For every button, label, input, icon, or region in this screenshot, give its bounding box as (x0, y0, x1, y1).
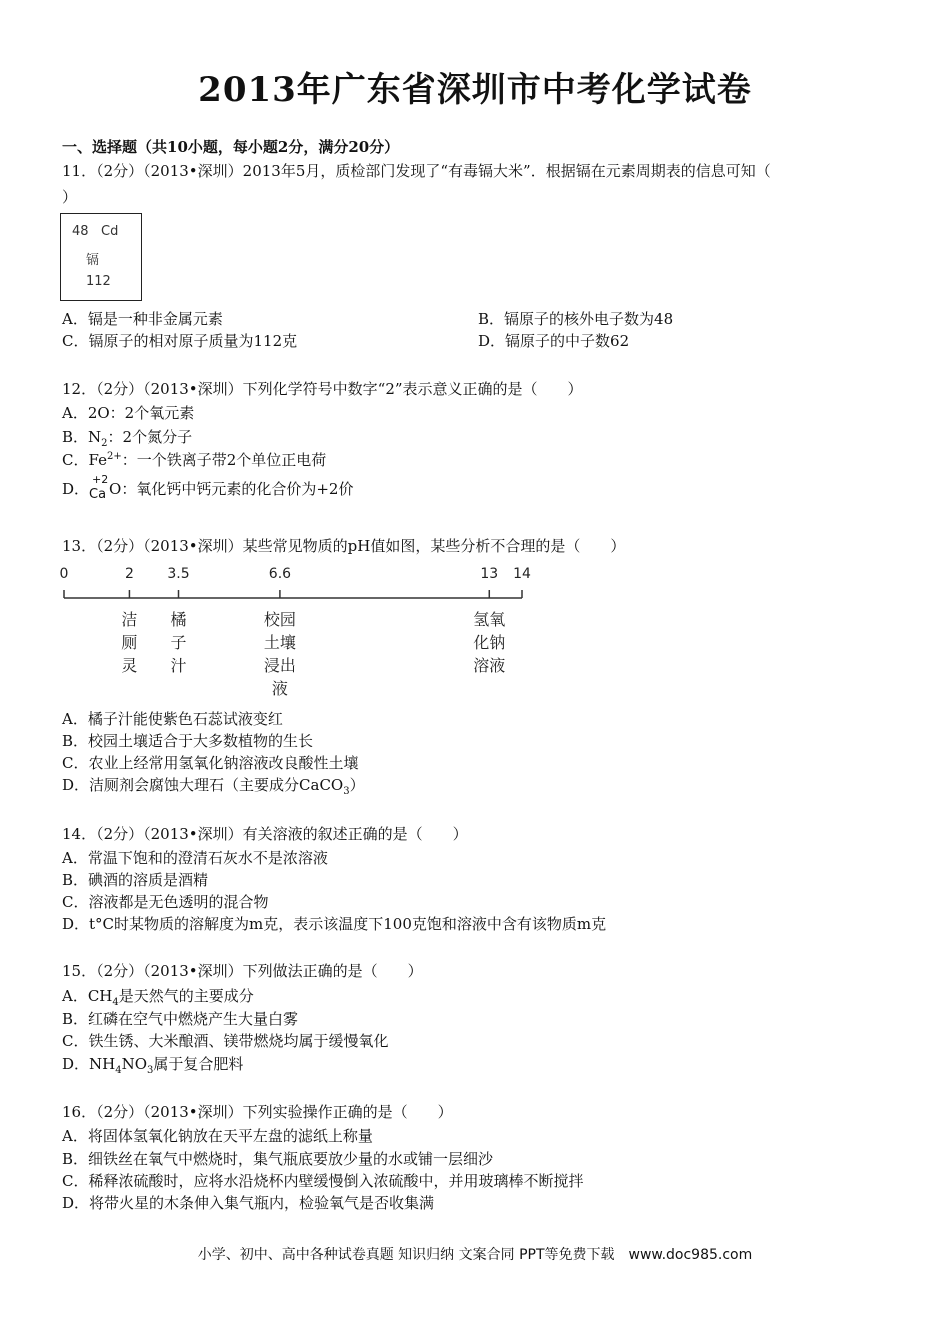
ph-tick-label: 6.6 (268, 566, 292, 582)
ph-tick-label: 13 (480, 566, 499, 582)
q14-option-d: D．t°C时某物质的溶解度为m克，表示该温度下100克饱和溶液中含有该物质m克 (62, 915, 607, 933)
element-symbol: Cd (101, 224, 119, 239)
ph-tick-label: 3.5 (167, 566, 190, 582)
q13-option-b: B．校园土壤适合于大多数植物的生长 (62, 732, 314, 750)
ph-tick-label: 2 (124, 566, 134, 582)
page-title: 2013年广东省深圳市中考化学试卷 (198, 70, 752, 110)
q15-option-d: D．$NH_4NO_3$属于复合肥料 (62, 1055, 244, 1076)
ph-substance-label: 橘 (170, 610, 187, 629)
ph-substance-label: 化钠 (473, 633, 506, 652)
q11-stem-cont: ） (62, 188, 78, 206)
q13-option-c: C．农业上经常用氢氧化钠溶液改良酸性土壤 (62, 754, 359, 772)
q16-option-a: A．将固体氢氧化钠放在天平左盘的滤纸上称量 (62, 1127, 373, 1145)
element-number: 48 (72, 224, 89, 239)
ph-substance-label: 子 (170, 633, 187, 652)
q13-option-d: D．洁厕剂会腐蚀大理石（主要成分CaCO$_3$） (62, 776, 365, 797)
ph-substance-label: 土壤 (263, 633, 296, 652)
q16-option-b: B．细铁丝在氧气中燃烧时，集气瓶底要放少量的水或铺一层细沙 (62, 1150, 494, 1168)
q11-option-c: C．镉原子的相对原子质量为112克 (62, 332, 298, 350)
q15-option-b: B．红磷在空气中燃烧产生大量白雾 (62, 1010, 299, 1028)
ph-substance-label: 灵 (121, 656, 138, 675)
ph-substance-label: 汁 (170, 656, 187, 675)
q11-stem: 11．（2分）（2013•深圳）2013年5月，质检部门发现了“有毒镉大米”．根据镉在元素周期表的信息可知（ (62, 162, 771, 180)
element-cd-card (60, 213, 142, 301)
q14-option-a: A．常温下饱和的澄清石灰水不是浓溶液 (62, 849, 328, 867)
q14-stem: 14．（2分）（2013•深圳）有关溶液的叙述正确的是（ ） (62, 825, 468, 843)
q15-option-c: C．铁生锈、大米酿酒、镁带燃烧均属于缓慢氧化 (62, 1032, 389, 1050)
q13-option-a: A．橘子汁能使紫色石蕊试液变红 (62, 710, 283, 728)
q12-option-a: A．2O：2个氧元素 (62, 404, 195, 422)
q15-option-a: A．$CH_4$是天然气的主要成分 (62, 987, 254, 1008)
ph-substance-label: 校园 (263, 610, 296, 629)
q16-option-d: D．将带火星的木条伸入集气瓶内，检验氧气是否收集满 (62, 1194, 435, 1212)
ph-substance-label: 厕 (121, 633, 138, 652)
q13-stem: 13．（2分）（2013•深圳）某些常见物质的pH值如图，某些分析不合理的是（ ） (62, 537, 626, 555)
element-mass: 112 (86, 274, 111, 289)
ph-tick-label: 14 (513, 566, 531, 582)
ph-tick-label: 0 (59, 566, 69, 582)
q14-option-b: B．碘酒的溶质是酒精 (62, 871, 209, 889)
q12-option-b: B．$N_2$：2个氮分子 (62, 428, 193, 449)
ph-substance-label: 溶液 (473, 656, 506, 675)
q11-option-d: D．镉原子的中子数62 (478, 332, 630, 350)
element-name: 镉 (86, 253, 100, 268)
q16-stem: 16．（2分）（2013•深圳）下列实验操作正确的是（ ） (62, 1103, 453, 1121)
ph-scale-diagram (55, 560, 555, 710)
footer-text: 小学、初中、高中各种试卷真题 知识归纳 文案合同 PPT等免费下载 www.doc985.com (197, 1247, 753, 1263)
q15-stem: 15．（2分）（2013•深圳）下列做法正确的是（ ） (62, 962, 423, 980)
q12-option-c: C．$Fe^{2+}$：一个铁离子带2个单位正电荷 (62, 451, 327, 469)
ph-substance-label: 氢氧 (473, 610, 506, 629)
q16-option-c: C．稀释浓硫酸时，应将水沿烧杯内壁缓慢倒入浓硫酸中，并用玻璃棒不断搅拌 (62, 1172, 584, 1190)
section-heading: 一、选择题（共10小题，每小题2分，满分20分） (62, 138, 400, 156)
q11-option-b: B．镉原子的核外电子数为48 (478, 310, 674, 328)
valence-notation: +2 Ca (89, 473, 109, 502)
q12-option-d: D． +2 Ca O：氧化钙中钙元素的化合价为+2价 (62, 473, 354, 502)
ph-substance-label: 洁 (121, 610, 138, 629)
q11-option-a: A．镉是一种非金属元素 (62, 310, 223, 328)
ph-substance-label: 液 (271, 679, 288, 698)
ph-substance-label: 浸出 (263, 656, 296, 675)
q12-stem: 12．（2分）（2013•深圳）下列化学符号中数字“2”表示意义正确的是（ ） (62, 380, 583, 398)
q14-option-c: C．溶液都是无色透明的混合物 (62, 893, 269, 911)
